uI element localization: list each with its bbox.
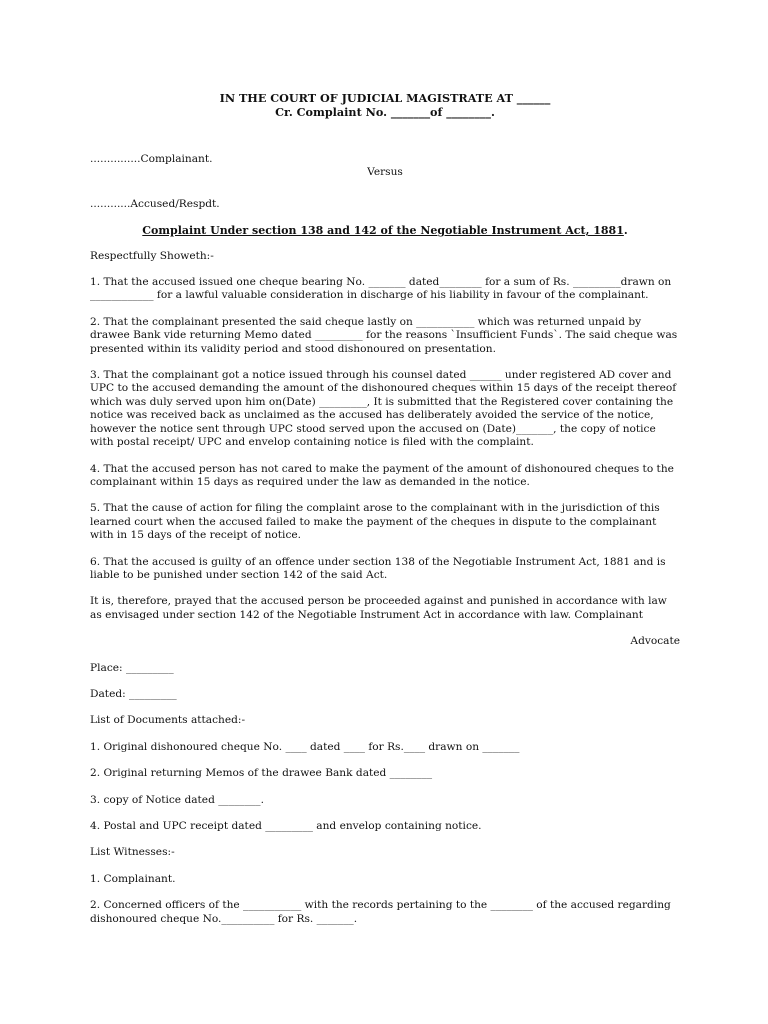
witness-item-2: 2. Concerned officers of the ___________ with the records pertaining to the ________ of the accused regarding dishonoured cheque No.__________ for Rs. _______.: [90, 899, 671, 925]
versus-line: Versus: [367, 166, 403, 179]
document-page: [90, 92, 680, 926]
document-item-3: 3. copy of Notice dated ________.: [90, 793, 264, 806]
paragraph-4: 4. That the accused person has not cared to make the payment of the amount of dishonoured cheques to the complainant within 15 days as required under the law as demanded in the notice.: [90, 462, 674, 488]
paragraph-3: 3. That the complainant got a notice issued through his counsel dated ______ under registered AD cover and UPC to the accused demanding the amount of the dishonoured cheques within 15 days of the receipt thereof which was duly served upon him on(Date) _________, It is submitted that the Registered cover containing the notice was received back as unclaimed as the accused has deliberately avoided the service of the notice, however the notice sent through UPC stood served upon the accused on (Date)_______, the copy of notice with postal receipt/ UPC and envelop containing notice is filed with the complaint.: [90, 369, 677, 449]
court-heading: IN THE COURT OF JUDICIAL MAGISTRATE AT ______: [219, 91, 551, 105]
salutation: Respectfully Showeth:-: [90, 249, 214, 262]
paragraph-6: 6. That the accused is guilty of an offence under section 138 of the Negotiable Instrument Act, 1881 and is liable to be punished under section 142 of the said Act.: [90, 555, 666, 581]
complaint-title-end: .: [623, 224, 628, 238]
paragraph-2: 2. That the complainant presented the said cheque lastly on ___________ which was returned unpaid by drawee Bank vide returning Memo dated _________ for the reasons `Insufficient Funds`. The said cheque was presented within its validity period and stood dishonoured on presentation.: [90, 315, 678, 355]
prayer-paragraph: It is, therefore, prayed that the accused person be proceeded against and punished in accordance with law as envisaged under section 142 of the Negotiable Instrument Act in accordance with law. Complainant: [90, 595, 667, 621]
documents-heading: List of Documents attached:-: [90, 714, 246, 727]
witnesses-heading: List Witnesses:-: [90, 846, 175, 859]
complainant-line: ...............Complainant.: [90, 153, 213, 165]
complaint-number: Cr. Complaint No. _______of ________.: [275, 104, 495, 119]
paragraph-1: 1. That the accused issued one cheque bearing No. _______ dated________ for a sum of Rs. _________drawn on ____________ for a lawful valuable consideration in discharge of his liability in favour of the complainant.: [90, 276, 672, 302]
place-line: Place: _________: [90, 661, 174, 674]
paragraph-5: 5. That the cause of action for filing the complaint arose to the complainant with in the jurisdiction of this learned court when the accused failed to make the payment of the cheques in dispute to the complainant with in 15 days of the receipt of notice.: [90, 502, 660, 542]
accused-line: ............Accused/Respdt.: [90, 197, 220, 210]
witness-item-1: 1. Complainant.: [90, 872, 176, 885]
complaint-title-text: Complaint Under section 138 and 142 of the Negotiable Instrument Act, 1881: [142, 224, 624, 238]
complaint-title: [90, 224, 680, 237]
dated-line: Dated: _________: [90, 687, 177, 700]
document-item-4: 4. Postal and UPC receipt dated _________ and envelop containing notice.: [90, 820, 482, 832]
document-item-1: 1. Original dishonoured cheque No. ____ dated ____ for Rs.____ drawn on _______: [90, 740, 520, 753]
advocate-signature: Advocate: [630, 635, 680, 648]
document-item-2: 2. Original returning Memos of the drawee Bank dated ________: [90, 767, 433, 780]
